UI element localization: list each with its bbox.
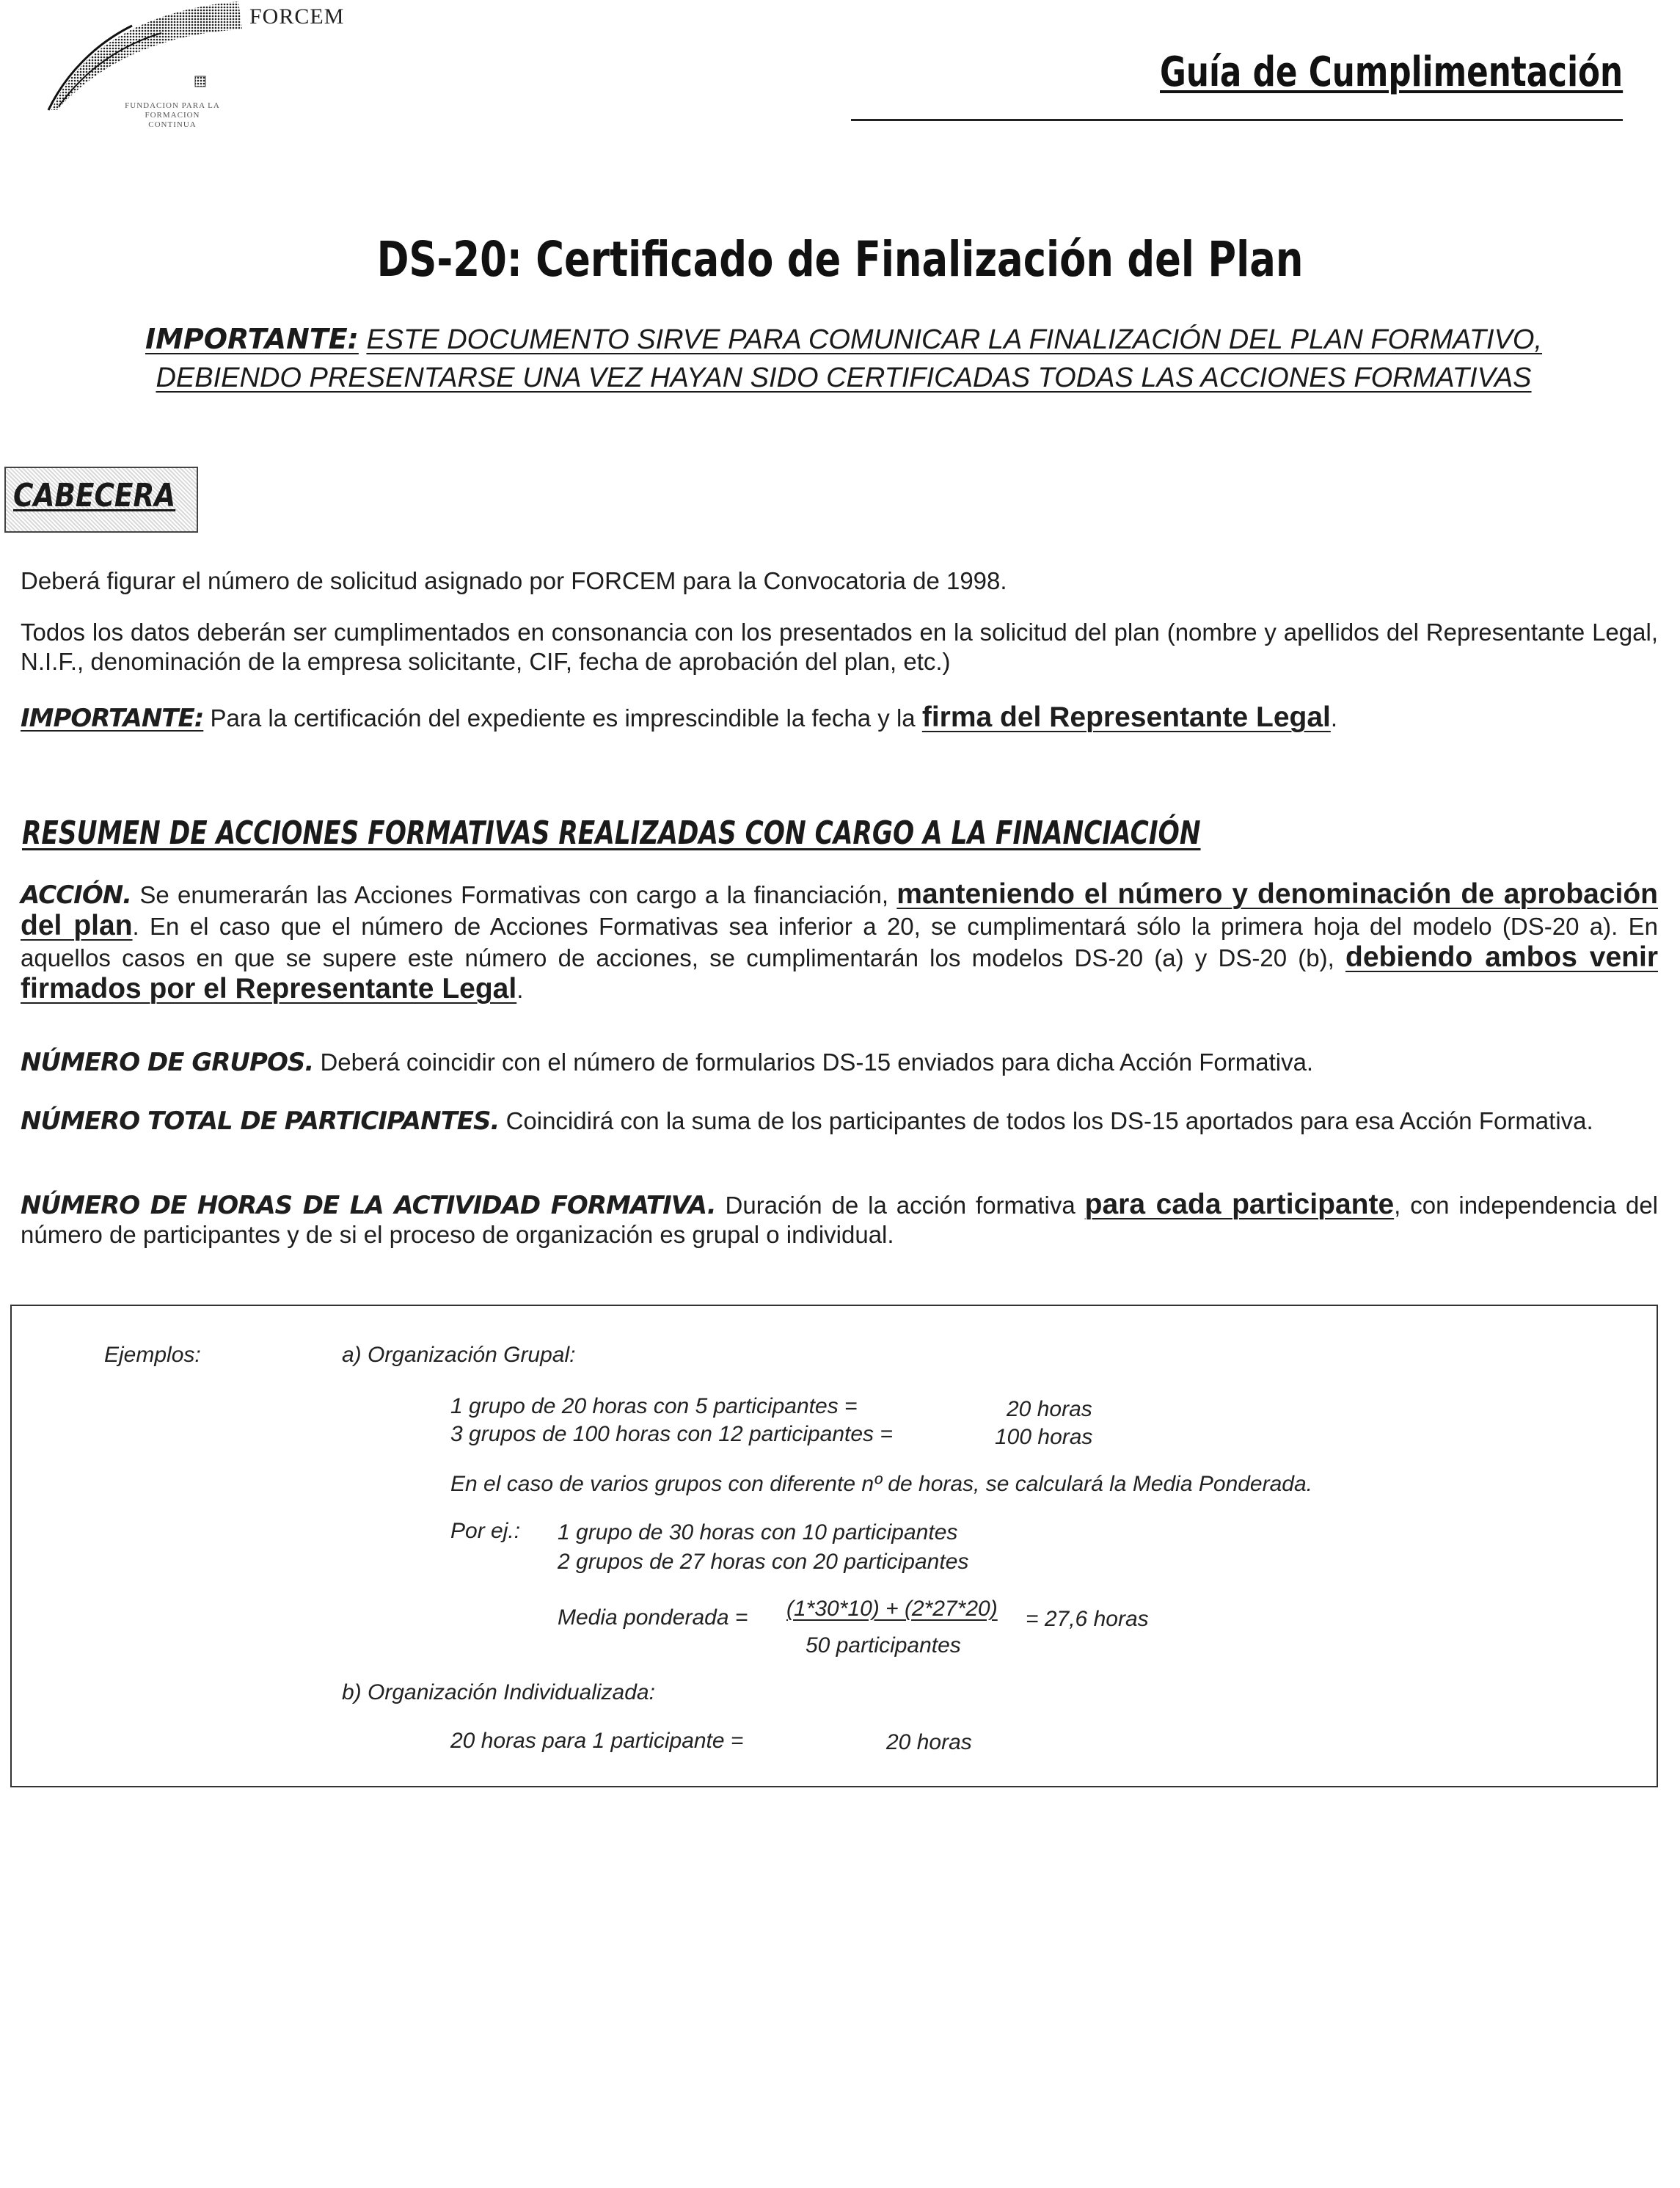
important-label: IMPORTANTE: [145,323,359,355]
cabecera-important-text: Para la certificación del expediente es imprescindible la fecha y la [210,704,916,732]
horas-paragraph [21,1190,1658,1250]
cabecera-important-emph: firma del Representante Legal [921,701,1331,733]
horas-text-1: Duración de la acción formativa [725,1192,1075,1219]
accion-label: ACCIÓN. [21,880,132,910]
media-ponderada-numerator: (1*30*10) + (2*27*20) [786,1597,998,1621]
important-banner-line2: DEBIENDO PRESENTARSE UNA VEZ HAYAN SIDO CERTIFICADAS TODAS LAS ACCIONES FORMATIVAS [156,362,1532,393]
guide-title: Guía de Cumplimentación [1159,48,1623,96]
cabecera-important-label: IMPORTANTE: [21,704,204,733]
resumen-heading: RESUMEN DE ACCIONES FORMATIVAS REALIZADAS CON CARGO A LA FINANCIACIÓN [22,814,1201,852]
cabecera-paragraph-2: Todos los datos deberán ser cumplimentados en consonancia con los presentados en la solicitud del plan (nombre y apellidos del Representante Legal, N.I.F., denominación de la empresa solicitante, CIF, fecha de aprobación del plan, etc.) [21,619,1658,675]
accion-emph-1: manteniendo el número y denominación de aprobación del plan [21,878,1658,941]
example-a-note: En el caso de varios grupos con diferente nº de horas, se calculará la Media Ponderada. [450,1472,1312,1496]
cabecera-important-end: . [1330,704,1338,732]
logo-tagline: FUNDACION PARA LA FORMACION CONTINUA [125,101,220,129]
page-title: DS-20: Certificado de Finalización del Plan [376,231,1304,288]
participantes-text: Coincidirá con la suma de los participantes de todos los DS-15 aportados para esa Acción Formativa. [505,1107,1593,1134]
grupos-label: NÚMERO DE GRUPOS. [21,1048,314,1077]
accion-paragraph [21,879,1658,1005]
accion-text-1: Se enumerarán las Acciones Formativas con cargo a la financiación, [139,881,888,908]
example-a-row-2-desc: 3 grupos de 100 horas con 12 participantes = [450,1422,893,1446]
cabecera-paragraph-1: Deberá figurar el número de solicitud asignado por FORCEM para la Convocatoria de 1998. [21,567,1007,594]
participantes-label: NÚMERO TOTAL DE PARTICIPANTES. [21,1106,500,1136]
important-line1-text: ESTE DOCUMENTO SIRVE PARA COMUNICAR LA FINALIZACIÓN DEL PLAN FORMATIVO, [366,324,1543,355]
example-b-row-result: 20 horas [886,1730,972,1754]
examples-label: Ejemplos: [104,1343,201,1367]
participantes-paragraph [21,1106,1658,1136]
example-a-row-1-desc: 1 grupo de 20 horas con 5 participantes = [450,1394,858,1418]
logo-name: FORCEM [249,4,345,29]
important-banner-line1 [70,320,1618,359]
example-b-heading: b) Organización Individualizada: [342,1680,655,1704]
media-ponderada-result: = 27,6 horas [1026,1607,1149,1631]
header-rule [851,119,1623,121]
cabecera-heading: CABECERA [13,477,176,514]
por-ej-row-1: 1 grupo de 30 horas con 10 participantes [558,1520,958,1545]
por-ej-row-2: 2 grupos de 27 horas con 20 participantes [558,1550,969,1574]
grupos-paragraph [21,1048,1658,1077]
grupos-text: Deberá coincidir con el número de formularios DS-15 enviados para dicha Acción Formativa. [320,1049,1314,1076]
example-b-row-desc: 20 horas para 1 participante = [450,1729,744,1753]
important-banner [70,320,1618,397]
example-a-row-2-result: 100 horas [995,1425,1093,1449]
horas-emph: para cada participante [1084,1189,1395,1220]
por-ej-label: Por ej.: [450,1519,521,1543]
horas-label: NÚMERO DE HORAS DE LA ACTIVIDAD FORMATIVA. [21,1191,716,1220]
accion-text-2: . En el caso que el número de Acciones Formativas sea inferior a 20, se cumplimentará sólo la primera hoja del modelo (DS-20 a). En aquellos casos en que se supere este número de acciones, se cumplimentarán los modelos DS-20 (a) y DS-20 (b), [21,913,1658,971]
example-a-heading: a) Organización Grupal: [342,1343,576,1367]
accion-emph-2: debiendo ambos venir firmados por el Representante Legal [21,941,1659,1004]
forcem-logo [44,0,249,117]
examples-box [10,1305,1658,1787]
example-a-row-1-result: 20 horas [1007,1397,1092,1421]
media-ponderada-denominator: 50 participantes [806,1633,961,1658]
cabecera-important [21,703,1658,733]
accion-text-3: . [516,976,524,1003]
horas-text-2: , con independencia del número de participantes y de si el proceso de organización es grupal o individual. [21,1192,1659,1248]
media-ponderada-label: Media ponderada = [558,1605,748,1630]
